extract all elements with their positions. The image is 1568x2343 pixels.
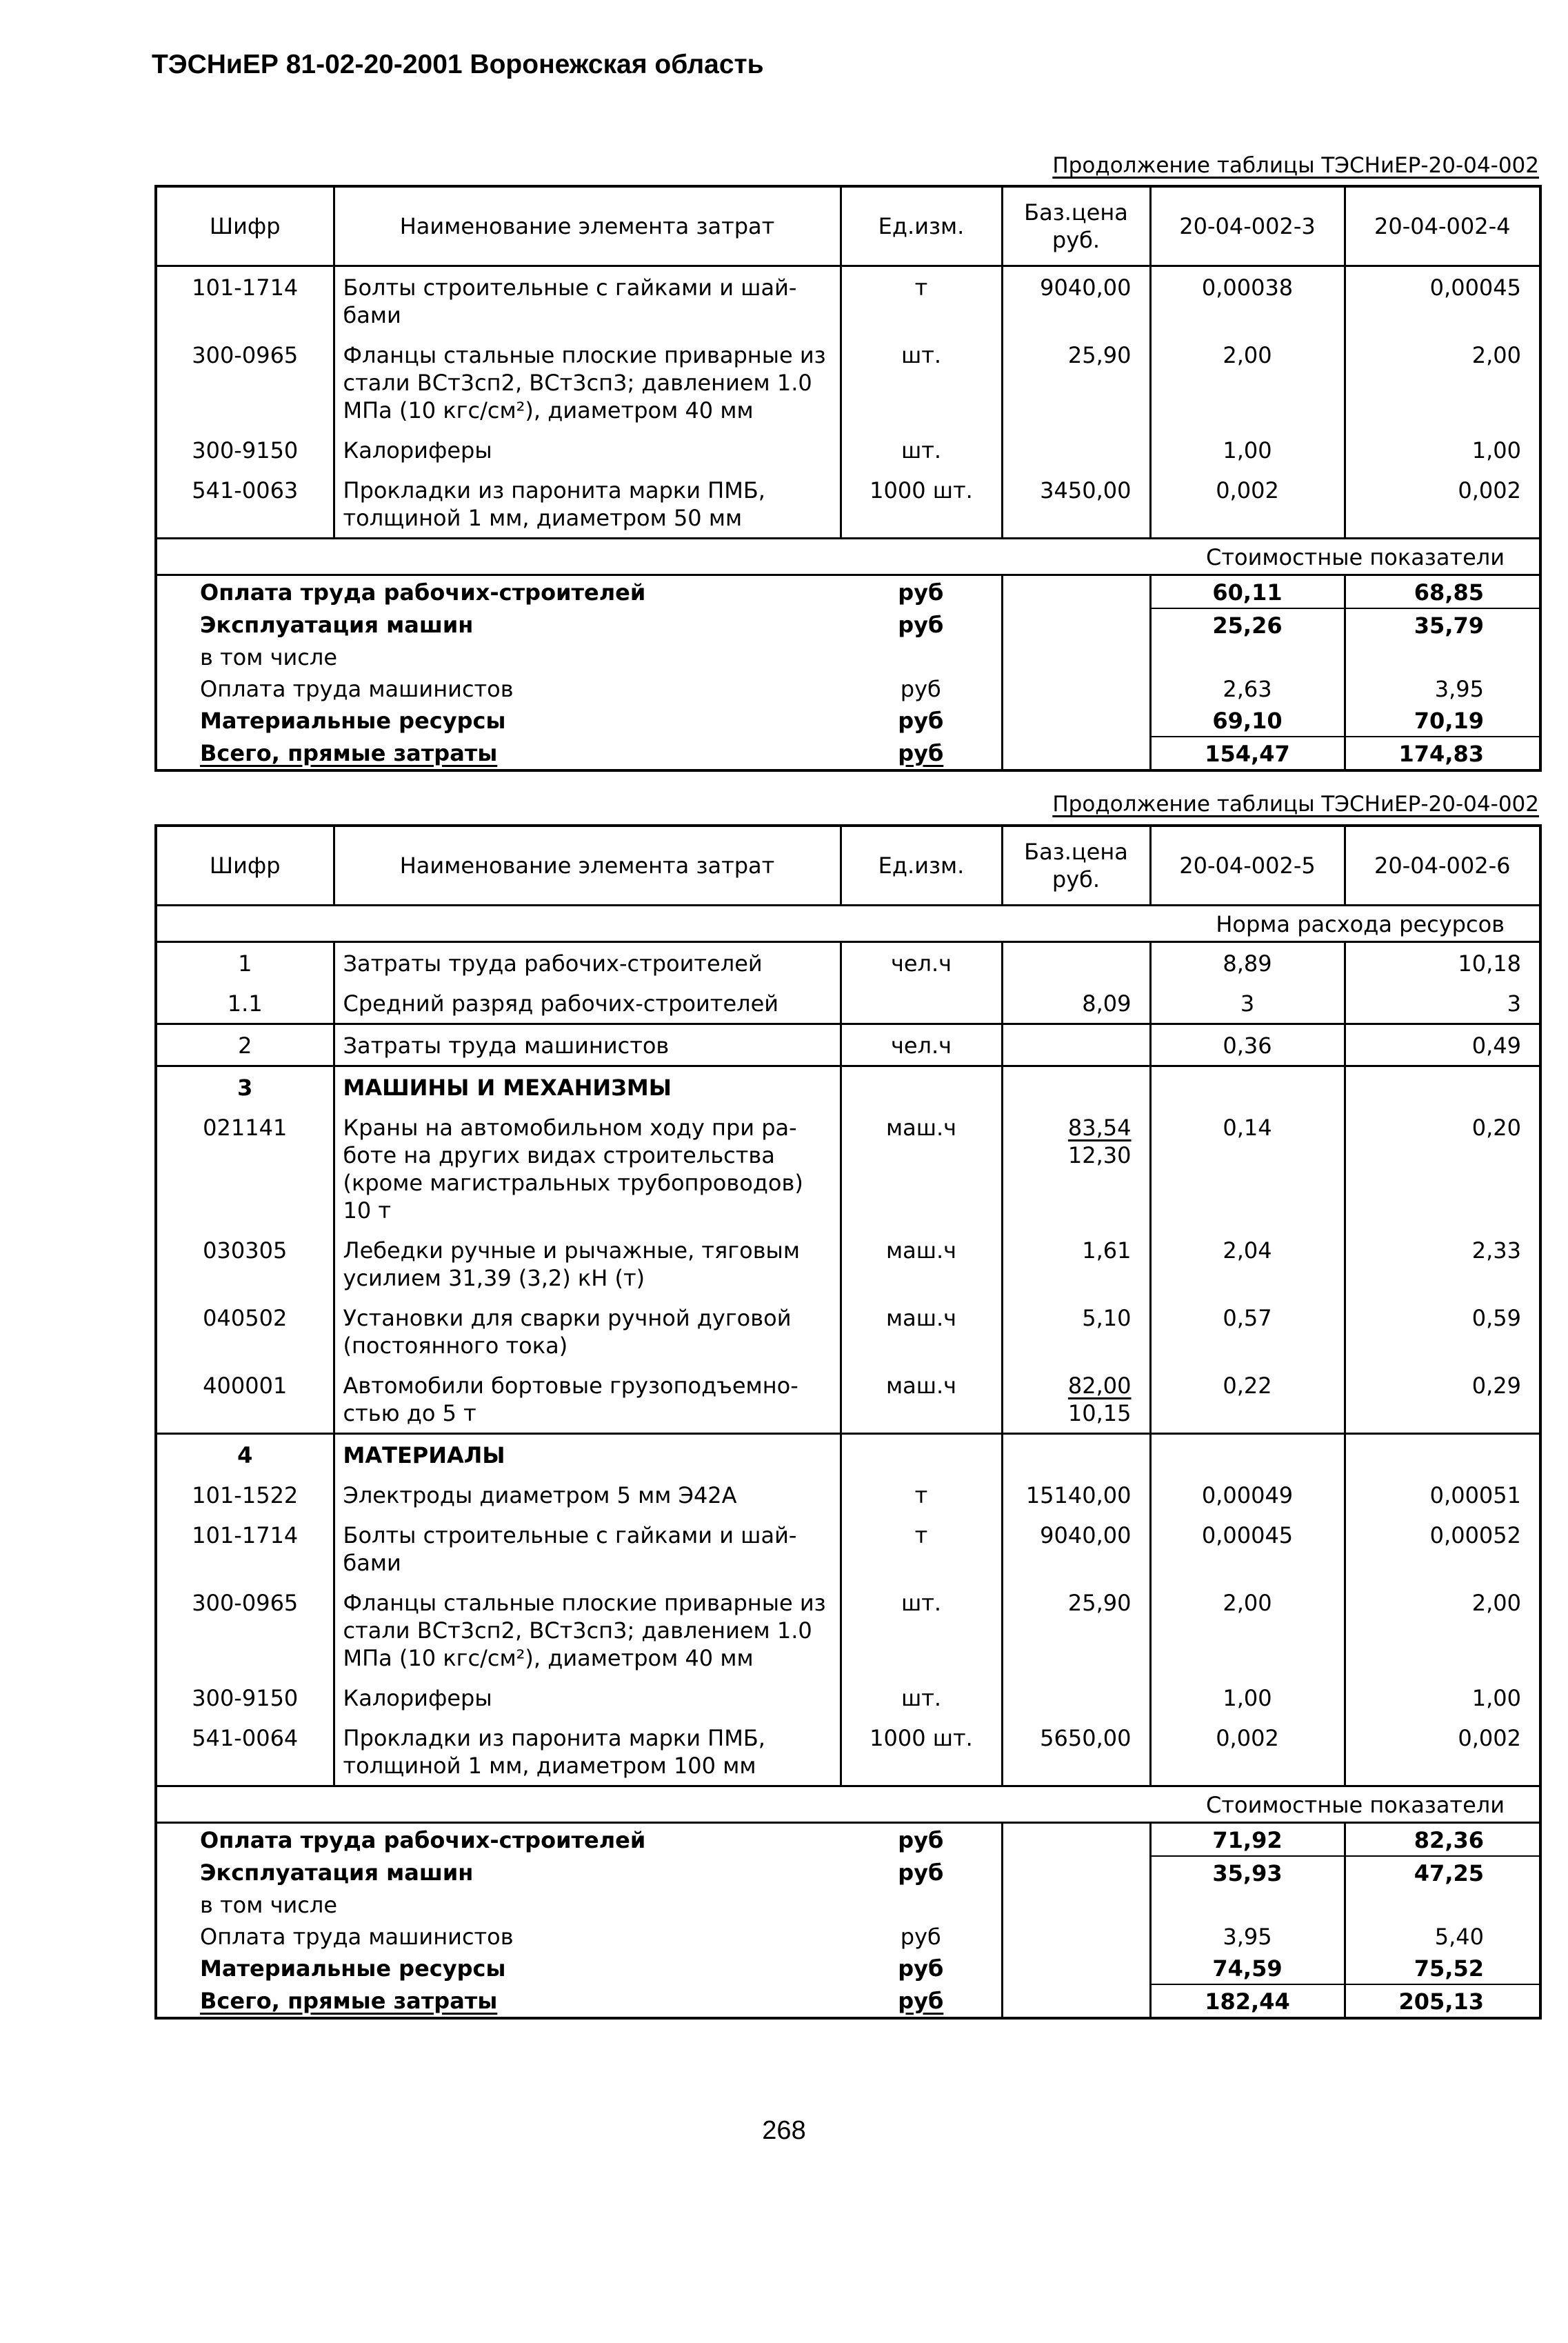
section-row [156, 1066, 1540, 1107]
row-name: Средний разряд рабочих-строителей [334, 983, 841, 1024]
row-unit: т [914, 274, 928, 301]
table-caption: Продолжение таблицы ТЭСНиЕР-20-04-002 [1052, 153, 1539, 178]
cost-unit: руб [898, 1859, 944, 1886]
table-row [156, 1515, 1540, 1582]
row-code: 541-0064 [192, 1724, 299, 1751]
cost-value-a: 154,47 [1150, 737, 1345, 770]
row-unit: 1000 шт. [870, 1724, 973, 1751]
row-name: Затраты труда рабочих-строителей [334, 941, 841, 983]
cost-value-b: 174,83 [1398, 740, 1484, 767]
cost-label: Всего, прямые затраты [200, 739, 498, 766]
cost-row [156, 1952, 1540, 1984]
cost-empty [1002, 1856, 1150, 1888]
cost-unit: руб [898, 707, 944, 734]
cost-label: Оплата труда машинистов [200, 1923, 514, 1950]
row-price [1002, 1677, 1150, 1717]
cost-value-b: 35,79 [1414, 612, 1484, 639]
row-code: 300-0965 [192, 1589, 299, 1616]
norm-band-row [156, 905, 1540, 941]
document-title: ТЭСНиЕР 81-02-20-2001 Воронежская область [152, 50, 764, 79]
cost-row [156, 704, 1540, 737]
row-value-b: 3 [1507, 990, 1521, 1017]
price-denominator: 10,15 [1067, 1399, 1132, 1426]
cost-band-title: Стоимостные показатели [156, 1786, 1540, 1822]
header-code: Шифр [156, 186, 334, 266]
row-name: Краны на автомобильном ходу при ра-боте на других видах строительства (кроме магистральных трубопроводов) 10 т [334, 1107, 841, 1230]
header-col-a: 20-04-002-3 [1150, 186, 1345, 266]
row-price: 9040,00 [1002, 1515, 1150, 1582]
cost-value-a: 69,10 [1150, 704, 1345, 737]
header-unit: Ед.изм. [841, 186, 1002, 266]
table-row [156, 1475, 1540, 1515]
row-value-b: 2,33 [1471, 1237, 1521, 1264]
header-code: Шифр [156, 826, 334, 905]
row-unit: маш.ч [885, 1372, 957, 1399]
row-name: МАШИНЫ И МЕХАНИЗМЫ [334, 1066, 841, 1107]
row-unit: чел.ч [841, 941, 1002, 983]
header-name: Наименование элемента затрат [334, 186, 841, 266]
cost-label: Оплата труда рабочих-строителей [200, 1826, 646, 1853]
row-unit: маш.ч [885, 1304, 957, 1331]
cost-value-a: 71,92 [1150, 1822, 1345, 1856]
cost-unit: руб [900, 1923, 941, 1950]
row-name: МАТЕРИАЛЫ [334, 1433, 841, 1475]
cost-unit: руб [898, 1955, 944, 1982]
table-row [156, 430, 1540, 470]
cost-label: Материальные ресурсы [200, 1955, 506, 1982]
row-price [1002, 1107, 1150, 1230]
norm-table-1 [154, 185, 1542, 772]
table-header-row [156, 186, 1540, 266]
row-unit: шт. [901, 1589, 942, 1616]
cost-value-a [1150, 1888, 1345, 1920]
cost-row [156, 608, 1540, 641]
row-price: 5,10 [1002, 1297, 1150, 1365]
row-name: Болты строительные с гайками и шай-бами [334, 266, 841, 335]
row-value-a: 0,57 [1150, 1297, 1345, 1365]
table-row [156, 983, 1540, 1024]
table-row [156, 1107, 1540, 1230]
row-value-b: 0,002 [1458, 1724, 1521, 1751]
row-code: 541-0063 [192, 477, 299, 504]
cost-value-a: 2,63 [1150, 672, 1345, 704]
cost-value-b: 47,25 [1414, 1860, 1484, 1886]
row-code: 1.1 [227, 990, 263, 1017]
row-price [1002, 1066, 1150, 1107]
cost-band-row [156, 1786, 1540, 1822]
row-unit [841, 1433, 1002, 1475]
norm-band-title: Норма расхода ресурсов [156, 905, 1540, 941]
row-code: 4 [156, 1433, 334, 1475]
row-code: 400001 [203, 1372, 288, 1399]
row-value-a: 0,22 [1150, 1365, 1345, 1434]
cost-empty [1002, 737, 1150, 770]
table-row [156, 941, 1540, 983]
table-row [156, 266, 1540, 335]
row-unit: маш.ч [885, 1237, 957, 1264]
cost-row [156, 1822, 1540, 1856]
table-header-row [156, 826, 1540, 905]
cost-value-a: 182,44 [1150, 1984, 1345, 2018]
cost-label: Эксплуатация машин [200, 611, 474, 638]
row-value-a: 1,00 [1150, 430, 1345, 470]
row-value-a [1150, 1433, 1345, 1475]
row-name: Калориферы [334, 1677, 841, 1717]
cost-label: Оплата труда машинистов [200, 675, 514, 702]
row-value-a: 3 [1150, 983, 1345, 1024]
cost-label: Оплата труда рабочих-строителей [200, 579, 646, 606]
row-value-b [1345, 1066, 1540, 1107]
norm-table-2 [154, 824, 1542, 2020]
row-value-b: 0,00052 [1429, 1522, 1521, 1548]
row-price [1002, 1433, 1150, 1475]
row-value-b: 1,00 [1471, 437, 1521, 463]
row-name: Установки для сварки ручной дуговой (постоянного тока) [334, 1297, 841, 1365]
page-number: 268 [762, 2116, 806, 2145]
row-value-b: 2,00 [1471, 1589, 1521, 1616]
cost-row [156, 737, 1540, 770]
row-price: 3450,00 [1002, 470, 1150, 539]
row-code: 300-9150 [192, 437, 299, 463]
cost-row [156, 1888, 1540, 1920]
header-unit: Ед.изм. [841, 826, 1002, 905]
row-price: 8,09 [1002, 983, 1150, 1024]
cost-label: в том числе [200, 644, 337, 670]
cost-unit: руб [898, 579, 944, 606]
row-code: 030305 [203, 1237, 288, 1264]
cost-value-a: 3,95 [1150, 1920, 1345, 1952]
row-unit [841, 983, 1002, 1024]
table-row [156, 1297, 1540, 1365]
cost-empty [1002, 575, 1150, 608]
cost-label: Материальные ресурсы [200, 707, 506, 734]
row-unit: маш.ч [885, 1114, 957, 1141]
row-value-a: 0,00049 [1150, 1475, 1345, 1515]
cost-label: Всего, прямые затраты [200, 1987, 498, 2014]
row-price: 15140,00 [1002, 1475, 1150, 1515]
cost-unit: руб [898, 739, 944, 766]
row-value-b: 0,00045 [1429, 274, 1521, 301]
row-name: Калориферы [334, 430, 841, 470]
header-price: Баз.цена руб. [1002, 826, 1150, 905]
cost-row [156, 641, 1540, 672]
cost-empty [1002, 1888, 1150, 1920]
row-code: 2 [156, 1024, 334, 1066]
cost-value-a: 60,11 [1150, 575, 1345, 608]
cost-empty [1002, 1952, 1150, 1984]
header-col-b: 20-04-002-6 [1345, 826, 1540, 905]
cost-empty [1002, 1822, 1150, 1856]
row-name: Затраты труда машинистов [334, 1024, 841, 1066]
row-price [1002, 1365, 1150, 1434]
cost-unit: руб [898, 611, 944, 638]
row-name: Фланцы стальные плоские приварные из стали ВСт3сп2, ВСт3сп3; давлением 1.0 МПа (10 кгс/см²), диаметром 40 мм [334, 1582, 841, 1677]
row-unit: 1000 шт. [870, 477, 973, 504]
table-row [156, 335, 1540, 430]
table-row [156, 1365, 1540, 1434]
row-value-b: 0,49 [1345, 1024, 1540, 1066]
row-unit: шт. [901, 341, 942, 368]
cost-unit: руб [898, 1987, 944, 2014]
row-value-a: 8,89 [1150, 941, 1345, 983]
cost-unit [841, 1888, 1002, 1920]
row-price: 9040,00 [1002, 266, 1150, 335]
row-value-a: 0,002 [1150, 470, 1345, 539]
row-unit: шт. [901, 437, 942, 463]
cost-value-b: 205,13 [1398, 1988, 1484, 2015]
cost-band-row [156, 538, 1540, 575]
cost-band-title: Стоимостные показатели [156, 538, 1540, 575]
cost-value-a: 25,26 [1150, 608, 1345, 641]
row-unit: т [914, 1482, 928, 1508]
row-price: 25,90 [1002, 1582, 1150, 1677]
cost-empty [1002, 1984, 1150, 2018]
table-row [156, 1582, 1540, 1677]
row-price: 1,61 [1002, 1230, 1150, 1297]
row-code: 040502 [203, 1304, 288, 1331]
row-name: Прокладки из паронита марки ПМБ, толщиной 1 мм, диаметром 50 мм [334, 470, 841, 539]
row-value-b: 0,20 [1471, 1114, 1521, 1141]
row-value-a: 2,00 [1150, 1582, 1345, 1677]
cost-empty [1002, 672, 1150, 704]
row-name: Электроды диаметром 5 мм Э42А [334, 1475, 841, 1515]
cost-label: Эксплуатация машин [200, 1859, 474, 1886]
cost-value-b: 5,40 [1434, 1923, 1484, 1950]
header-name: Наименование элемента затрат [334, 826, 841, 905]
row-price: 5650,00 [1002, 1717, 1150, 1786]
row-code: 1 [156, 941, 334, 983]
cost-value-a: 74,59 [1150, 1952, 1345, 1984]
table-row [156, 470, 1540, 539]
cost-row [156, 672, 1540, 704]
row-value-b: 1,00 [1471, 1684, 1521, 1711]
header-col-b: 20-04-002-4 [1345, 186, 1540, 266]
row-price [1002, 941, 1150, 983]
row-value-a: 0,00038 [1150, 266, 1345, 335]
cost-empty [1002, 704, 1150, 737]
table-caption: Продолжение таблицы ТЭСНиЕР-20-04-002 [1052, 792, 1539, 817]
row-unit: т [914, 1522, 928, 1548]
cost-empty [1002, 608, 1150, 641]
cost-unit: руб [900, 675, 941, 702]
cost-row [156, 1856, 1540, 1888]
row-value-a: 0,14 [1150, 1107, 1345, 1230]
row-code: 101-1714 [192, 274, 299, 301]
row-value-a [1150, 1066, 1345, 1107]
row-unit [841, 1066, 1002, 1107]
row-code: 300-9150 [192, 1684, 299, 1711]
table-row [156, 1677, 1540, 1717]
row-name: Фланцы стальные плоские приварные из стали ВСт3сп2, ВСт3сп3; давлением 1.0 МПа (10 кгс/см²), диаметром 40 мм [334, 335, 841, 430]
row-name: Болты строительные с гайками и шай-бами [334, 1515, 841, 1582]
row-name: Автомобили бортовые грузоподъемно-стью до 5 т [334, 1365, 841, 1434]
price-numerator: 83,54 [1067, 1114, 1132, 1141]
row-value-b: 0,59 [1471, 1304, 1521, 1331]
row-name: Прокладки из паронита марки ПМБ, толщиной 1 мм, диаметром 100 мм [334, 1717, 841, 1786]
row-price [1002, 1024, 1150, 1066]
section-row [156, 1433, 1540, 1475]
row-value-a: 2,00 [1150, 335, 1345, 430]
row-price: 25,90 [1002, 335, 1150, 430]
cost-value-b [1345, 1888, 1540, 1920]
cost-row [156, 1984, 1540, 2018]
row-code: 300-0965 [192, 341, 299, 368]
cost-label: в том числе [200, 1891, 337, 1918]
row-value-b: 0,29 [1471, 1372, 1521, 1399]
header-price: Баз.цена руб. [1002, 186, 1150, 266]
row-value-a: 2,04 [1150, 1230, 1345, 1297]
row-code: 021141 [203, 1114, 288, 1141]
row-value-b: 0,002 [1458, 477, 1521, 504]
row-value-a: 1,00 [1150, 1677, 1345, 1717]
row-unit: чел.ч [841, 1024, 1002, 1066]
price-denominator: 12,30 [1067, 1141, 1132, 1168]
table-row [156, 1024, 1540, 1066]
price-numerator: 82,00 [1067, 1372, 1132, 1399]
table-row [156, 1230, 1540, 1297]
cost-row [156, 575, 1540, 608]
row-value-a: 0,00045 [1150, 1515, 1345, 1582]
cost-value-b: 75,52 [1345, 1952, 1540, 1984]
cost-empty [1002, 641, 1150, 672]
row-value-b [1345, 1433, 1540, 1475]
row-code: 101-1522 [192, 1482, 299, 1508]
cost-unit: руб [898, 1826, 944, 1853]
row-value-a: 0,36 [1150, 1024, 1345, 1066]
row-code: 3 [156, 1066, 334, 1107]
cost-empty [1002, 1920, 1150, 1952]
row-value-a: 0,002 [1150, 1717, 1345, 1786]
row-name: Лебедки ручные и рычажные, тяговым усилием 31,39 (3,2) кН (т) [334, 1230, 841, 1297]
cost-value-b: 3,95 [1434, 675, 1484, 702]
row-unit: шт. [901, 1684, 942, 1711]
cost-row [156, 1920, 1540, 1952]
table-row [156, 1717, 1540, 1786]
cost-value-b [1345, 641, 1540, 672]
cost-value-b: 70,19 [1345, 704, 1540, 737]
cost-unit [841, 641, 1002, 672]
row-value-b: 2,00 [1471, 341, 1521, 368]
header-col-a: 20-04-002-5 [1150, 826, 1345, 905]
cost-value-a [1150, 641, 1345, 672]
row-code: 101-1714 [192, 1522, 299, 1548]
cost-value-b: 82,36 [1345, 1822, 1540, 1856]
row-value-b: 0,00051 [1429, 1482, 1521, 1508]
cost-value-b: 68,85 [1345, 575, 1540, 608]
row-value-b: 10,18 [1345, 941, 1540, 983]
row-price [1002, 430, 1150, 470]
cost-value-a: 35,93 [1150, 1856, 1345, 1888]
